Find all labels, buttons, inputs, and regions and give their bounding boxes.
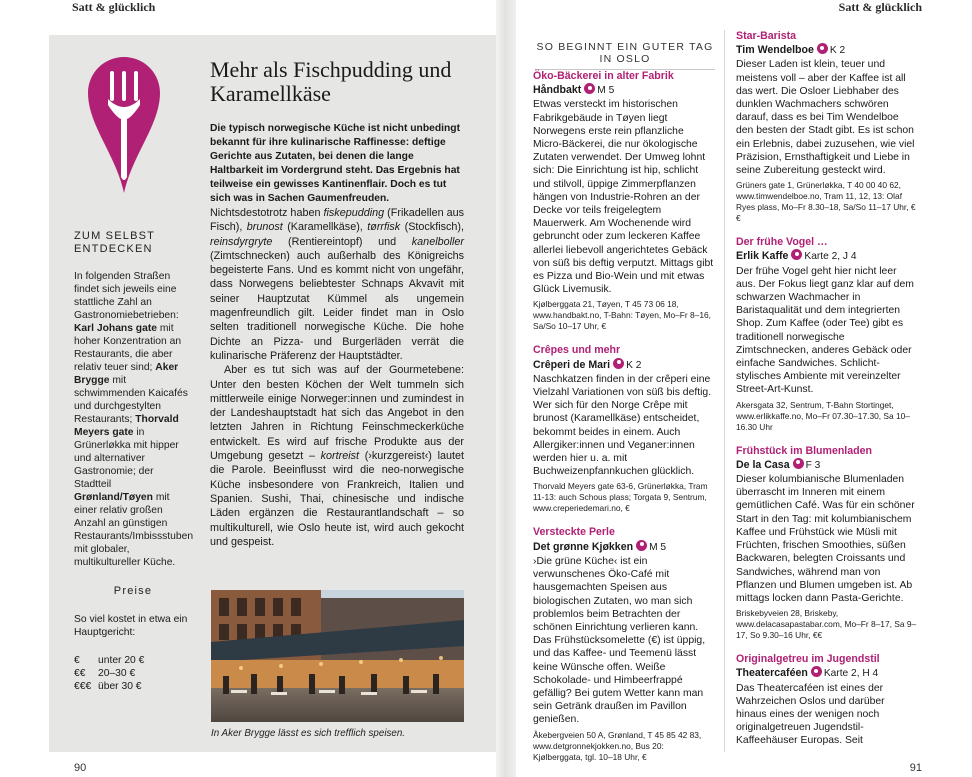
body-paragraph [210, 206, 464, 363]
price-range: unter 20 € [98, 655, 145, 666]
photo-caption: In Aker Brygge lässt es sich trefflich speisen. [211, 728, 406, 739]
map-reference: K 2 [829, 45, 846, 57]
street-karl-johans: Karl Johans gate [74, 323, 157, 334]
listing-entry [736, 30, 918, 224]
listing-entry [533, 344, 715, 514]
map-pin-icon [793, 458, 804, 469]
map-reference: K 2 [626, 359, 642, 371]
listing-description: Naschkatzen finden in der crêperi eine Vielzahl Variationen von süß bis deftig. Wer sich für den Norge Crêpe mit brunost (Karamellkäse) entscheidet, bekommt beides in einem. Auch Allergiker:innen und Veganer:innen werden hier u. a. mit Buchweizenpfannkuchen glücklich. [533, 373, 712, 478]
price-row [74, 680, 144, 693]
page-number-left: 90 [74, 762, 87, 774]
map-pin-icon [613, 358, 624, 369]
listing-heading [533, 358, 715, 372]
listing-category: Der frühe Vogel … [736, 236, 828, 249]
term-reinsdyrgryte: reinsdyrgryte [210, 235, 273, 248]
term-torrfisk: tørrfisk [367, 221, 401, 234]
map-reference: M 5 [597, 85, 615, 97]
listing-name: Håndbakt [533, 84, 582, 97]
book-gutter [496, 0, 516, 777]
term-brunost: brunost [246, 221, 283, 234]
price-row [74, 667, 144, 680]
map-reference: Karte 2, H 4 [823, 668, 879, 680]
price-row [74, 654, 144, 667]
sidebar-box [74, 230, 192, 569]
fork-pin-icon [86, 55, 162, 195]
running-head-right: Satt & glücklich [838, 0, 922, 14]
sidebar-text-1: In folgenden Straßen findet sich jeweils eine stattliche Zahl an Gastronomiebetrieben: [74, 271, 179, 321]
term-kanelboller: kanelboller [411, 235, 464, 248]
price-symbol: €€€ [74, 681, 92, 692]
listing-category: Öko-Bäckerei in alter Fabrik [533, 70, 674, 82]
map-pin-icon [817, 43, 828, 54]
listing-address: Briskebyveien 28, Briskeby, www.delacasapastabar.com, Mo–Fr 8–17, Sa 9–17, So 9.30–16 Uhr, €€ [736, 608, 917, 641]
map-reference: F 3 [805, 459, 821, 471]
running-head-left: Satt & glücklich [72, 0, 156, 14]
listing-description: Etwas versteckt im historischen Fabrikgebäude in Tøyen liegt Norwegens erste rein pflanzliche Micro-Bäckerei, die nur ökologische Zutaten verwendet. Der Umweg lohnt sich: Die Einrichtung ist hip, schlicht und stilvoll, üppige Zimmerpflanzen hängen von Industrie-Rohren an der Decke vor teils freigelegtem Mauerwerk. Am Wochenende wird gebruncht oder zum leckeren Kaffee allerlei liebevoll angerichtetes Gebäck von süß bis deftig verputzt. Mittags gibt es Pizza und Bio-Wein und mit etwas Glück Livemusik. [533, 99, 714, 296]
section-title: SO BEGINNT EIN GUTER TAG IN OSLO [535, 41, 715, 70]
prices-intro: So viel kostet in etwa ein Hauptgericht: [74, 614, 188, 638]
aker-brygge-photo [211, 590, 464, 722]
listing-address: Åkebergveien 50 A, Grønland, T 45 85 42 83, www.detgronnekjokken.no, Bus 20: Kjølberggata, tgl. 10–18 Uhr, € [533, 729, 702, 762]
price-symbol: €€ [74, 668, 86, 679]
body-text: (Karamellkäse), [282, 221, 368, 234]
price-symbol: € [74, 655, 80, 666]
listing-category: Crêpes und mehr [533, 344, 621, 357]
map-pin-icon [584, 83, 595, 94]
listing-address: Thorvald Meyers gate 63-6, Grünerløkka, Tram 11-13: auch Schous plass; Torgata 9, Sentrum, www.creperiedemari.no, € [533, 481, 708, 514]
listing-category: Versteckte Perle [533, 526, 615, 539]
sidebar-heading: ZUM SELBST ENTDECKEN [74, 230, 155, 255]
body-text: (Rentiereintopf) und [272, 235, 412, 248]
body-text: (Frikadellen aus Fisch), [210, 207, 465, 234]
listing-entry [533, 526, 715, 762]
listing-description: ›Die grüne Küche‹ ist ein verwunschenes Öko-Café mit hausgemachten Speisen aus biologischen Zutaten, wo man sich problemlos beim Betrachten der schönen Einrichtung verlieren kann. Das Frühstücksomelette (€) ist üppig, und das Kaffee- und Teemenü lässt keine Wünsche offen. Weiße Schokolade- und Himbeerfrappé gefällig? Bei gutem Wetter kann man sein Getränk draußen im Pavillon genießen. [533, 555, 706, 726]
feature-article [210, 58, 464, 549]
term-kortreist: kortreist [320, 450, 360, 463]
map-pin-icon [636, 540, 647, 551]
term-fiskepudding: fiskepudding [323, 207, 385, 219]
listing-description: Das Theatercaféen ist eines der Wahrzeichen Oslos und darüber hinaus eines der wenigen noch originalgetreuen Jugendstil-Kaffeehäuser Europas. Seit [736, 682, 885, 747]
body-text: (Stockfisch), [400, 221, 464, 234]
district-gronland: Grønland/Tøyen [74, 492, 153, 503]
listing-name: Erlik Kaffe [736, 250, 789, 263]
listing-category: Star-Barista [736, 30, 797, 42]
listing-heading [736, 458, 918, 472]
listing-address: Grüners gate 1, Grünerløkka, T 40 00 40 62, www.timwendelboe.no, Tram 11, 12, 13: Olaf Ryes plass, Mo–Fr 8.30–18, Sa/So 11–17 Uhr, €€ [736, 180, 916, 224]
feature-title: Mehr als Fischpudding und Karamellkäse [210, 57, 452, 106]
listing-name: Det grønne Kjøkken [533, 540, 634, 553]
listing-heading [736, 249, 918, 263]
listing-address: Kjølberggata 21, Tøyen, T 45 73 06 18, www.handbakt.no, T-Bahn: Tøyen, Mo–Fr 8–16, Sa/So 10–17 Uhr, € [533, 299, 711, 332]
street-thorvald-meyers: Thorvald Meyers gate [74, 414, 179, 438]
feature-body [210, 206, 464, 549]
map-pin-icon [811, 666, 822, 677]
listing-heading [533, 540, 715, 554]
listing-address: Akersgata 32, Sentrum, T-Bahn Stortinget, www.erlikkaffe.no, Mo–Fr 07.30–17.30, Sa 10–16.30 Uhr [736, 399, 910, 432]
sidebar-text-4: in Grünerløkka mit hipper und alternativer Gastronomie; der Stadtteil [74, 427, 179, 490]
map-reference: M 5 [649, 541, 667, 553]
listing-entry [736, 445, 918, 641]
sidebar-text-5: mit einer relativ großen Anzahl an günstigen Restaurants/Imbissstuben mit globaler, multikultureller Küche. [74, 492, 194, 568]
page-number-right: 91 [909, 762, 922, 774]
listing-entry [736, 653, 918, 747]
map-reference: Karte 2, J 4 [804, 251, 857, 263]
column-divider [724, 30, 725, 752]
listing-name: Crêperi de Mari [533, 358, 611, 371]
body-text: (›kurzgereist‹) lautet die Parole. Beeinflusst wird die neo-norwegische Küche insbesondere von Frankreich, Italien und Spanien. Sushi, Thai, chinesische und indische Läden ergänzen die Restaurantlandschaft – so multikulturell, wie Oslo heute ist, wird auch gekocht und gespeist. [210, 450, 464, 548]
sidebar-text [74, 270, 192, 569]
listing-category: Frühstück im Blumenladen [736, 444, 872, 457]
listing-entry [533, 70, 715, 332]
listing-category: Originalgetreu im Jugendstil [736, 653, 880, 666]
map-pin-icon [791, 249, 802, 260]
prices-heading: Preise [113, 585, 153, 597]
street-aker-brygge: Aker Brygge [74, 362, 179, 386]
body-paragraph [210, 363, 464, 549]
listings-column-2 [736, 30, 918, 760]
listing-description: Dieser Laden ist klein, teuer und meistens voll – aber der Kaffee ist all das wert. Die Osloer Liebhaber des dunklen Wachmachers schwören darauf, dass es bei Tim Wendelboe den besten der Stadt gibt. Es ist schon ein Erlebnis, dabei zuzusehen, wie viel Präzision, Ernsthaftigkeit und Liebe in seine Zubereitung gesteckt wird. [736, 59, 915, 177]
listing-heading [533, 83, 715, 97]
listing-heading [736, 666, 918, 680]
sidebar-text-2: mit hoher Konzentration an Restaurants, die aber relativ teuer sind; [74, 323, 182, 373]
body-text: Aber es tut sich was auf der Gourmetebene: Unter den besten Köchen der Welt tummeln sich mittlerweile einige Norweger:innen und zumindest in der Landeshauptstadt hat sich das Angebot in den letzten Jahren in Richtung Feinschmeckerküche entwickelt. Es wird auf frische Produkte aus der Umgebung gesetzt – [210, 364, 464, 463]
listing-heading [736, 43, 918, 57]
listings-column-1 [533, 70, 715, 775]
listing-name: Theatercaféen [736, 667, 808, 680]
price-range: 20–30 € [98, 668, 136, 679]
price-list [74, 654, 144, 693]
listing-description: Der frühe Vogel geht hier nicht leer aus. Der Fokus liegt ganz klar auf dem schwarzen Wachmacher in Baristaqualität und dem integrierten Shop. Zum Kaffee (oder Tee) gibt es traditionell norwegische Zimtschnecken, anderes Gebäck oder einfache Sandwiches. Schlicht-stylisches Ambiente mit vereinzelter Street-Art-Kunst. [736, 265, 914, 396]
body-text: Nichtsdestotrotz haben [210, 207, 324, 219]
feature-lead: Die typisch norwegische Küche ist nicht unbedingt bekannt für ihre kulinarische Raffinesse: deftige Gerichte aus Zutaten, bei denen die lange Haltbarkeit im Vordergrund steht. Das Ergebnis hat teilweise ein gewisses Kantinenflair. Doch es tut sich was in Sachen Gaumenfreuden. [210, 123, 461, 204]
listing-name: De la Casa [736, 458, 790, 471]
price-range: über 30 € [98, 681, 142, 692]
listing-name: Tim Wendelboe [736, 44, 814, 57]
listing-description: Dieser kolumbianische Blumenladen überrascht im Inneren mit einem gemütlichen Café. Was für ein schöner Start in den Tag: mit kolumbianischem Kaffee und Frühstück wie Müsli mit Früchten, frischen Smoothies, süßen Backwaren, belegten Croissants und Sandwiches, während man von Pflanzen und Blumen umgeben ist. Ab mittags locken dann Pasta-Gerichte. [736, 474, 915, 604]
listing-entry [736, 236, 918, 432]
body-text: (Zimtschnecken) auch außerhalb des Königreichs begeisterte Fans. Und es kommt nicht von ungefähr, dass Norwegens beliebtester Schnaps Akvavit mit seiner Hauptzutat Kümmel als ungemein magenfreundlich gilt. Leider findet man in Oslo selten traditionell norwegische Küche. Die hohe Dichte an Pizza- und Burgerläden verrät die kulinarische Präferenz der Hauptstädter. [210, 249, 464, 362]
sidebar-text-3: mit schwimmenden Kaicafés und durchgestylten Restaurants; [74, 375, 188, 425]
